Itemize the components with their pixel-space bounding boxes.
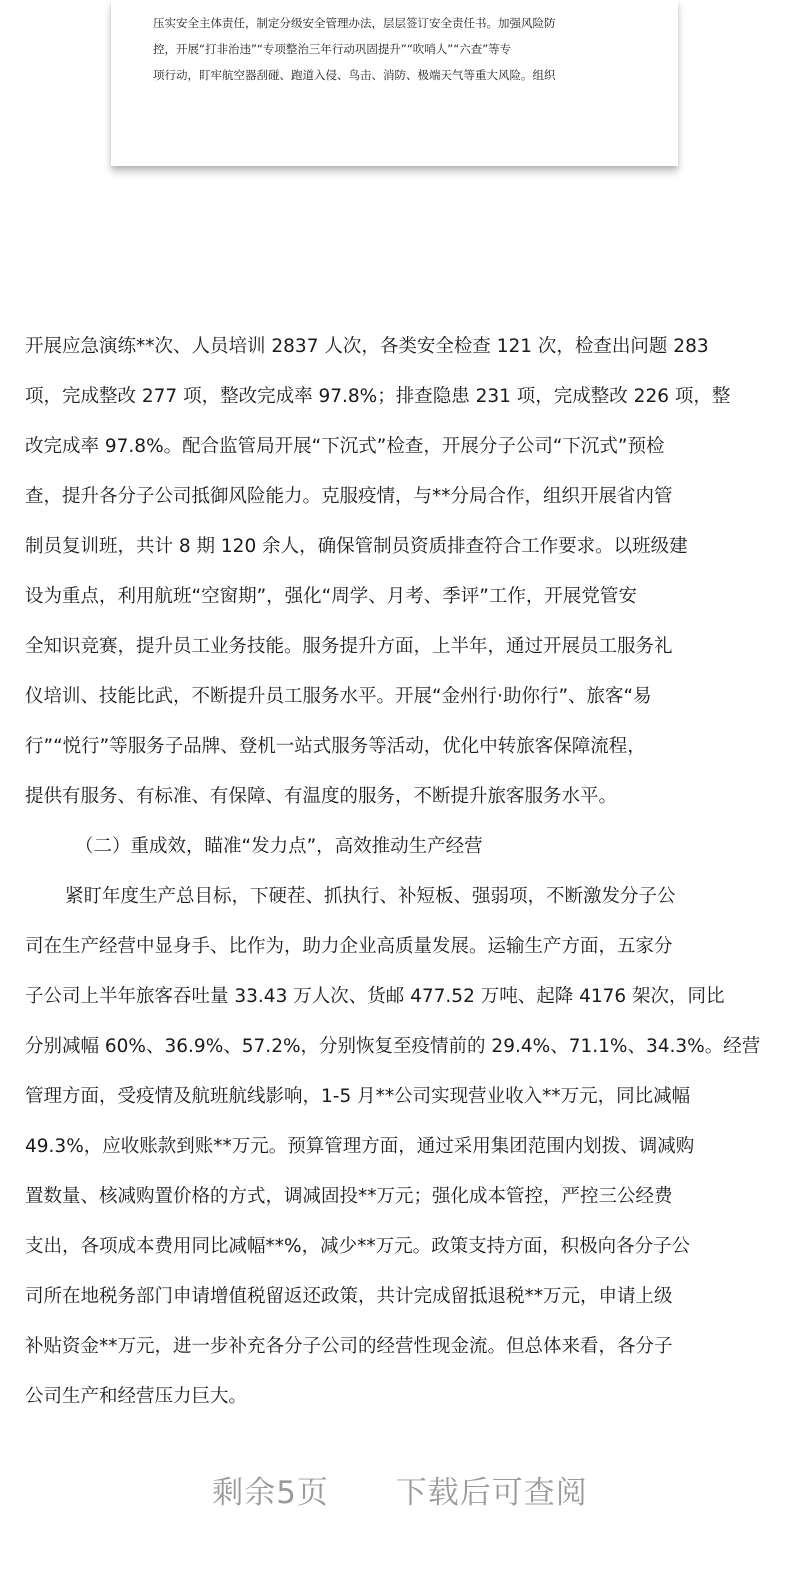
body-line: 支出，各项成本费用同比减幅**%，减少**万元。政策支持方面，积极向各分子公: [25, 1236, 691, 1257]
body-line: 全知识竞赛，提升员工业务技能。服务提升方面，上半年，通过开展员工服务礼: [25, 636, 673, 657]
body-line: 子公司上半年旅客吞吐量 33.43 万人次、货邮 477.52 万吨、起降 4176 架次，同比: [25, 986, 725, 1007]
document-body: [25, 322, 779, 1422]
body-line: 提供有服务、有标准、有保障、有温度的服务，不断提升旅客服务水平。: [25, 786, 618, 807]
body-line: 制员复训班，共计 8 期 120 余人，确保管制员资质排查符合工作要求。以班级建: [25, 536, 688, 557]
body-line: 紧盯年度生产总目标，下硬茬、抓执行、补短板、强弱项，不断激发分子公: [65, 886, 676, 907]
body-line: 改完成率 97.8%。配合监管局开展“下沉式”检查，开展分子公司“下沉式”预检: [25, 436, 665, 457]
body-line: 司在生产经营中显身手、比作为，助力企业高质量发展。运输生产方面，五家分: [25, 936, 673, 957]
remaining-pages-banner[interactable]: [0, 1466, 800, 1520]
body-line: 管理方面，受疫情及航班航线影响，1-5 月**公司实现营业收入**万元，同比减幅: [25, 1086, 691, 1107]
body-line: 开展应急演练**次、人员培训 2837 人次，各类安全检查 121 次，检查出问题 283: [25, 336, 709, 357]
body-line: 分别减幅 60%、36.9%、57.2%，分别恢复至疫情前的 29.4%、71.1%、34.3%。经营: [25, 1036, 761, 1057]
preview-line: 项行动，盯牢航空器刮碰、跑道入侵、鸟击、消防、极端天气等重大风险。组织: [153, 68, 556, 82]
body-line: 置数量、核减购置价格的方式，调减固投**万元；强化成本管控，严控三公经费: [25, 1186, 673, 1207]
preview-card: [111, 0, 678, 166]
preview-line: 控，开展“打非治违”“专项整治三年行动巩固提升”“吹哨人”“六查”等专: [153, 42, 512, 56]
body-line: 行”“悦行”等服务子品牌、登机一站式服务等活动，优化中转旅客保障流程，: [25, 736, 646, 757]
body-line: 项，完成整改 277 项，整改完成率 97.8%；排查隐患 231 项，完成整改 226 项，整: [25, 386, 731, 407]
body-line: 仪培训、技能比武，不断提升员工服务水平。开展“金州行·助你行”、旅客“易: [25, 686, 652, 707]
section-heading: （二）重成效，瞄准“发力点”，高效推动生产经营: [75, 836, 483, 857]
body-line: 49.3%，应收账款到账**万元。预算管理方面，通过采用集团范围内划拨、调减购: [25, 1136, 695, 1157]
download-hint-label: 下载后可查阅: [395, 1475, 588, 1511]
body-line: 司所在地税务部门申请增值税留返还政策，共计完成留抵退税**万元，申请上级: [25, 1286, 673, 1307]
body-line: 查，提升各分子公司抵御风险能力。克服疫情，与**分局合作，组织开展省内管: [25, 486, 673, 507]
remaining-pages-label: 剩余5页: [212, 1475, 329, 1511]
body-line: 设为重点，利用航班“空窗期”，强化“周学、月考、季评”工作，开展党管安: [25, 586, 637, 607]
body-line: 补贴资金**万元，进一步补充各分子公司的经营性现金流。但总体来看，各分子: [25, 1336, 673, 1357]
body-line: 公司生产和经营压力巨大。: [25, 1386, 248, 1407]
preview-line: 压实安全主体责任，制定分级安全管理办法，层层签订安全责任书。加强风险防: [153, 16, 556, 30]
